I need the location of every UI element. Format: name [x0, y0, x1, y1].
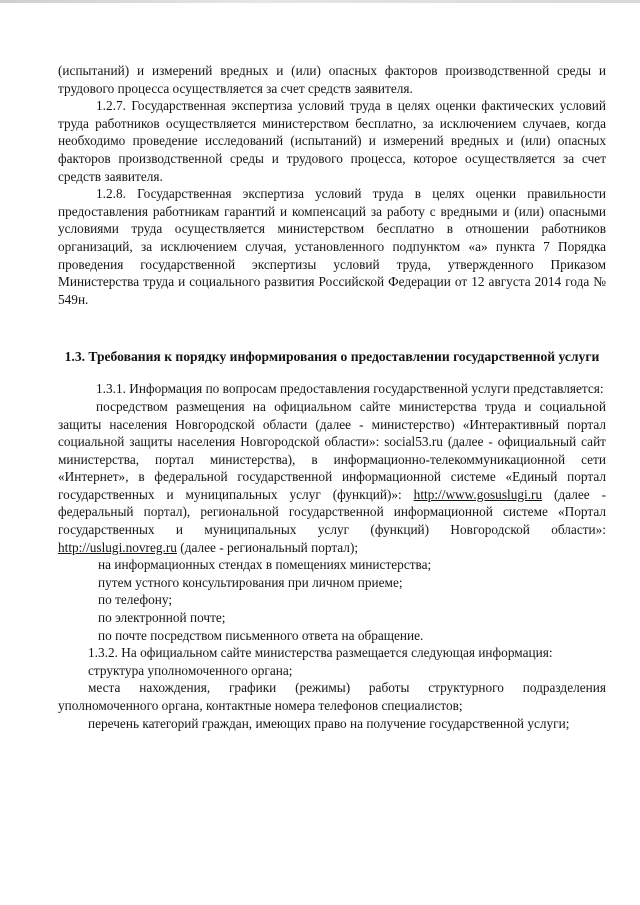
- section-title-1-3: 1.3. Требования к порядку информирования о предоставлении государственной услуги: [64, 349, 600, 365]
- paragraph-1-3-2: 1.3.2. На официальном сайте министерства размещается следующая информация:: [88, 645, 553, 661]
- paragraph-continuation: (испытаний) и измерений вредных и (или) опасных факторов производственной среды и трудового процесса осуществляется за счет средств заявителя.: [58, 63, 606, 96]
- document-page: [58, 62, 606, 732]
- paragraph-1-2-8: 1.2.8. Государственная экспертиза условий труда в целях оценки правильности предоставления работникам гарантий и компенсаций за работу с вредными и (или) опасными условиями труда осуществляется министерством бесплатно в отношении работников организаций, за исключением случая, установленного подпунктом «а» пункта 7 Порядка проведения государственной экспертизы условий труда, утвержденного Приказом Министерства труда и социального развития Российской Федерации от 12 августа 2014 года № 549н.: [58, 186, 606, 307]
- paragraph-1-3-1-website: [58, 398, 606, 556]
- list-item-post: по почте посредством письменного ответа на обращение.: [98, 627, 424, 643]
- scan-edge: [0, 0, 640, 3]
- list-item-consulting: путем устного консультирования при личном приеме;: [98, 574, 403, 590]
- list-item-stands: на информационных стендах в помещениях министерства;: [98, 557, 432, 573]
- regional-portal-link[interactable]: http://uslugi.novreg.ru: [58, 539, 177, 555]
- paragraph-1-3-1: 1.3.1. Информация по вопросам предоставления государственной услуги представляется:: [96, 381, 604, 397]
- gosuslugi-link[interactable]: http://www.gosuslugi.ru: [413, 486, 543, 502]
- website-text-2: (далее - федеральный портал), региональной государственной информационной системе «Портал государственных и муниципальных услуг (функций) Новгородской области»:: [58, 486, 606, 538]
- website-text-1: посредством размещения на официальном сайте министерства труда и социальной защиты населения Новгородской области (далее - министерство) «Интерактивный портал социальной защиты населения Новгородской области»: social53.ru (далее - официальный сайт министерства, портал министерства), в информационно-телекоммуникационной сети «Интернет», в федеральной государственной информационной системе «Единый портал государственных и муниципальных услуг (функций)»:: [58, 398, 606, 502]
- website-text-3: (далее - региональный портал);: [176, 539, 359, 555]
- list-item-structure: структура уполномоченного органа;: [88, 662, 293, 678]
- list-item-locations: места нахождения, графики (режимы) работы структурного подразделения уполномоченного органа, контактные номера телефонов специалистов;: [58, 680, 606, 713]
- list-item-categories: перечень категорий граждан, имеющих право на получение государственной услуги;: [88, 715, 570, 731]
- paragraph-1-2-7: 1.2.7. Государственная экспертиза условий труда в целях оценки фактических условий труда работников осуществляется министерством бесплатно, за исключением случаев, когда необходимо проведение исследований (испытаний) и измерений вредных и (или) опасных факторов производственной среды и трудового процесса, которое осуществляется за счет средств заявителя.: [58, 98, 606, 184]
- list-item-email: по электронной почте;: [98, 610, 226, 626]
- list-item-phone: по телефону;: [98, 592, 173, 608]
